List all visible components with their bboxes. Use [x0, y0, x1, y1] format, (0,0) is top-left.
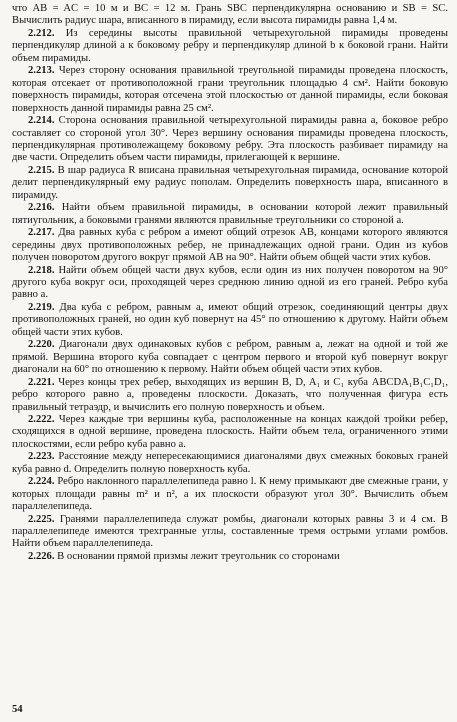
problem-text: Диагонали двух одинаковых кубов с ребром, равным a, лежат на одной и той же прямой. Вершина второго куба совпадает с центром первого и второй куб повернут вокруг диагонали на 60° по отношению к первому. Найти объем общей части этих кубов.	[12, 339, 448, 376]
problem-text: Через концы трех ребер, выходящих из вершин B, D, A₁ и C₁ куба ABCDA₁B₁C₁D₁, ребро которого равно a, проведены плоскости. Доказать, что полученная фигура есть правильный тетраэдр, и вычислить его полную поверхность и объем.	[12, 376, 448, 413]
problem-number: 2.216.	[28, 202, 55, 214]
problem-2-217	[12, 227, 448, 264]
problem-number: 2.219.	[28, 301, 55, 313]
problem-2-220	[12, 339, 448, 376]
problem-2-224	[12, 476, 448, 513]
problem-text: В основании прямой призмы лежит треугольник со сторонами	[57, 550, 340, 562]
problem-number: 2.212.	[28, 27, 55, 39]
problem-text: Через каждые три вершины куба, расположенные на концах каждой тройки ребер, сходящихся в одной вершине, проведена плоскость. Найти объем тела, ограниченного этими плоскостями, если ребро куба равно a.	[12, 413, 449, 450]
problem-number: 2.221.	[28, 376, 55, 388]
problem-number: 2.213.	[28, 65, 55, 77]
problem-2-221	[12, 377, 448, 414]
problem-2-219	[12, 302, 448, 339]
problem-text: Через сторону основания правильной треугольной пирамиды проведена плоскость, которая отсекает от противоположной грани треугольник площадью 4 см². Найти боковую поверхность пирамиды, которая отсечена этой плоскостью от данной пирамиды, если боковая поверхность данной пирамиды равна 25 см².	[12, 65, 449, 114]
problem-text: Из середины высоты правильной четырехугольной пирамиды проведены перпендикуляр длиной a к боковому ребру и перпендикуляр длиной b к боковой грани. Найти объем пирамиды.	[12, 27, 448, 64]
problem-number: 2.226.	[28, 550, 55, 562]
problem-text: Найти объем общей части двух кубов, если один из них получен поворотом на 90° другого куба вокруг оси, проходящей через среднюю линию одной из его граней. Ребро куба равно a.	[12, 264, 448, 301]
problem-2-216	[12, 202, 448, 227]
page-number: 54	[12, 704, 23, 715]
problem-number: 2.214.	[28, 115, 55, 127]
problem-text: В шар радиуса R вписана правильная четырехугольная пирамида, основание которой делит перпендикулярный ему радиус пополам. Определить поверхность шара, вписанного в пирамиду.	[12, 164, 448, 201]
page-text	[12, 3, 448, 563]
problem-2-212	[12, 28, 448, 65]
problem-number: 2.223.	[28, 451, 55, 463]
problem-number: 2.224.	[28, 476, 55, 488]
problem-number: 2.225.	[28, 513, 55, 525]
problem-2-218	[12, 265, 448, 302]
problem-number: 2.222.	[28, 413, 55, 425]
problem-2-223	[12, 451, 448, 476]
problem-text: Расстояние между непересекающимися диагоналями двух смежных боковых граней куба равно d. Определить полную поверхность куба.	[12, 451, 449, 475]
problem-text: Сторона основания правильной четырехугольной пирамиды равна a, боковое ребро составляет со стороной угол 30°. Через вершину основания пирамиды проведена плоскость, перпендикулярная противолежащему боковому ребру. Эта плоскость разбивает пирамиду на две части. Определить объем части пирамиды, прилегающей к вершине.	[12, 115, 448, 164]
problem-number: 2.220.	[28, 339, 55, 351]
problem-text: Два куба с ребром, равным a, имеют общий отрезок, соединяющий центры двух противоположных граней, но один куб повернут на 45° по отношению к другому. Найти объем общей части этих кубов.	[12, 301, 448, 338]
problem-number: 2.218.	[28, 264, 55, 276]
problem-text: Найти объем правильной пирамиды, в основании которой лежит правильный пятиугольник, а боковыми гранями являются правильные треугольники со стороной a.	[12, 202, 448, 226]
problem-text: Гранями параллелепипеда служат ромбы, диагонали которых равны 3 и 4 см. В параллелепипеде имеются трехгранные углы, составленные тремя острыми углами ромбов. Найти объем параллелепипеда.	[12, 513, 448, 550]
problem-2-226	[12, 551, 448, 563]
problem-2-222	[12, 414, 448, 451]
problem-2-213	[12, 65, 448, 115]
problem-2-214	[12, 115, 448, 165]
problem-2-215	[12, 165, 448, 202]
problem-text: Два равных куба с ребром a имеют общий отрезок AB, концами которого являются середины двух противоположных ребер, не принадлежащих одной грани. Один из кубов получен поворотом другого вокруг прямой AB на 90°. Найти объем общей части этих кубов.	[12, 227, 448, 264]
continued-paragraph: что AB = AC = 10 м и BC = 12 м. Грань SBC перпендикулярна основанию и SB = SC. Вычислить радиус шара, вписанного в пирамиду, если высота пирамиды равна 1,4 м.	[12, 3, 448, 27]
problem-text: Ребро наклонного параллелепипеда равно l. К нему примыкают две смежные грани, у которых площади равны m² и n², а их плоскости образуют угол 30°. Вычислить объем параллелепипеда.	[12, 476, 448, 513]
problem-2-225	[12, 514, 448, 551]
problem-number: 2.215.	[28, 164, 55, 176]
problem-number: 2.217.	[28, 227, 55, 239]
